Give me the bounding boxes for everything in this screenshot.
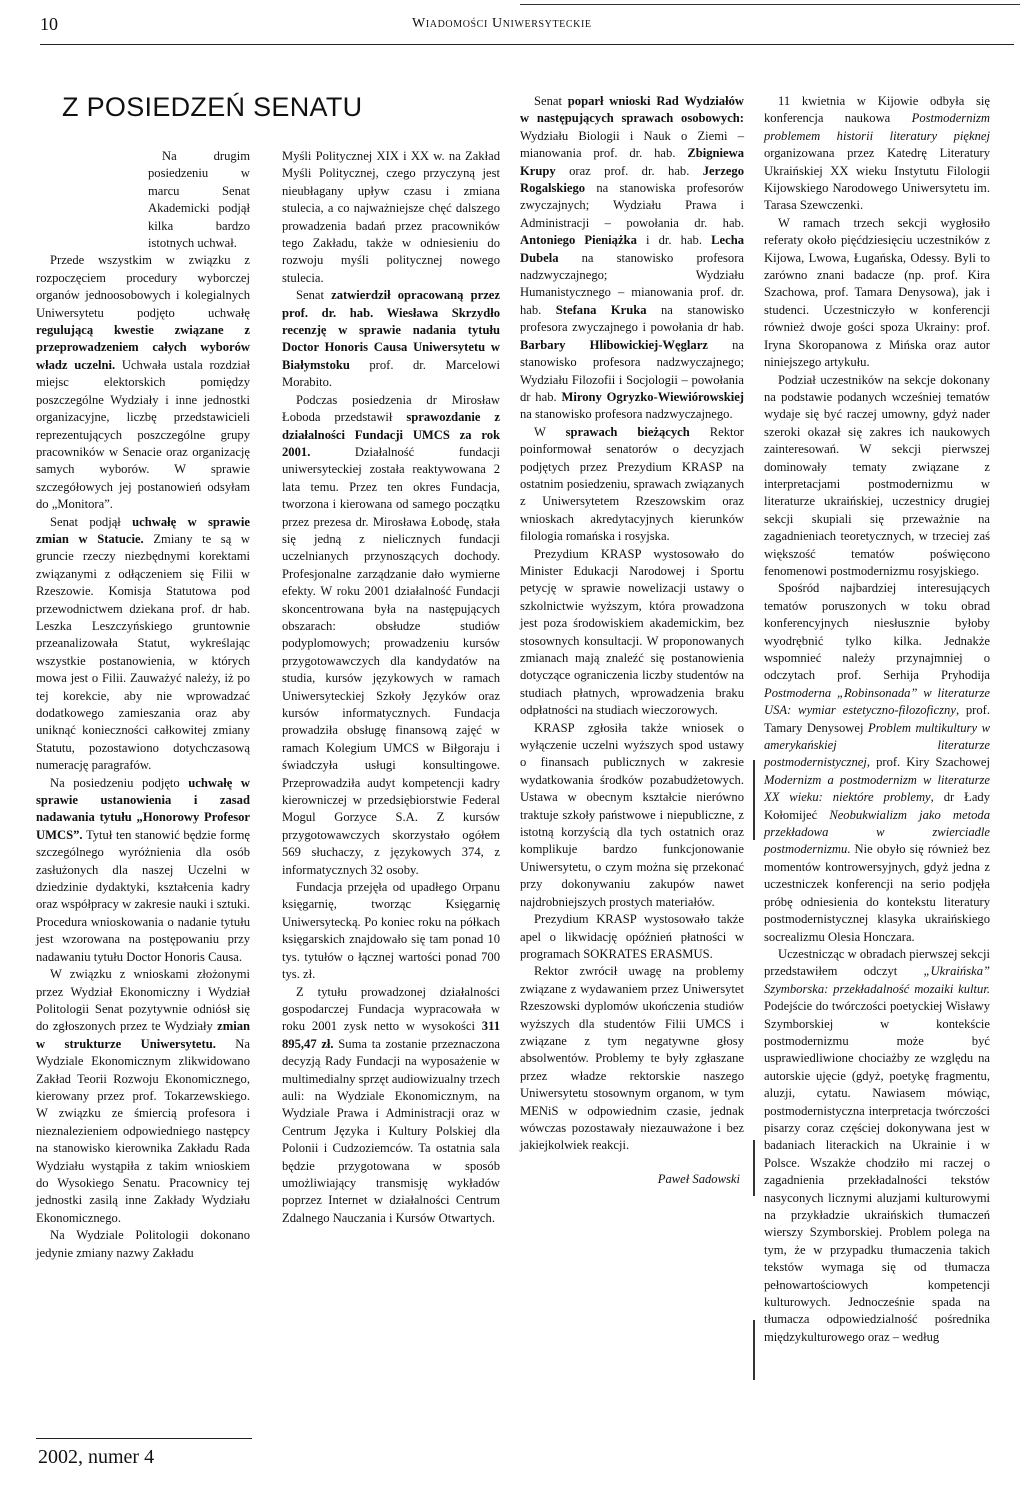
text: Prezydium KRASP wystosowało także apel o likwidację opóźnień płatności w programach SOKRATES ERASMUS. [520,912,744,961]
text: Myśli Politycznej XIX i XX w. na Zakład Myśli Politycznej, czego przyczyną jest nieubłagany upływ czasu i zmiana stulecia, a co najważniejsze chęć dalszego prowadzenia badań przez pracowników tego Zakładu, także w odniesieniu do rozwoju myśli politycznej nowego stulecia. [282,149,500,285]
text: Przede wszystkim w związku z rozpoczęciem procedury wyborczej organów jednoosobowych i kolegialnych Uniwersytetu podjęto uchwałę [36,253,250,320]
bold-text: poparł wnioski Rad Wydziałów w następujących sprawach osobowych: [520,94,744,126]
paragraph [282,984,500,1228]
column-1 [36,148,250,1262]
text: Suma ta zostanie przeznaczona decyzją Rady Fundacji na wyposażenie w multimedialny sprzęt audiowizualny trzech auli: na Wydziale Ekonomicznym, na Wydziale Prawa i Administracji oraz w Centrum Języka i Kultury Polskiej dla Polonii i Cudzoziemców. Ta ostatnia sala będzie przygotowana w sposób umożliwiający transmisję wykładów poprzez Internet w działalności Centrum Zdalnego Nauczania i Kursów Otwartych. [282,1036,500,1225]
paragraph [282,392,500,879]
italic-title: Postmoderna „Robinsonada” w literaturze USA: wymiar estetyczno-filozoficzny [764,685,990,718]
paragraph [520,911,744,963]
paragraph [764,215,990,372]
bold-text: regulującą kwestie związane z przeprowadzeniem całych wyborów władz uczelni. [36,323,250,372]
text: Senat podjął [50,514,133,529]
bold-text: 311 895,47 zł. [282,1019,500,1051]
text: na stanowisko profesora nadzwyczajnego. [520,407,733,422]
column-4 [764,93,990,1346]
text: Uczestnicząc w obradach pierwszej sekcji przedstawiłem odczyt [764,946,990,979]
text: prof. dr. Marcelowi Morabito. [282,357,500,390]
paragraph [520,546,744,720]
paragraph [282,879,500,983]
text: Uchwała ustala rozdział miejsc elektorskich pomiędzy poszczególne Wydziały i inne jednostki organizacyjne, liczbę przedstawicieli reprezentujących poszczególne grupy pracowników w Senacie oraz organizację samych wyborów. W sprawie szczegółowych jej postanowień odsyłam do „Monitora”. [36,357,250,512]
text: W związku z wnioskami złożonymi przez Wydział Ekonomiczny i Wydział Politologii Senat pozytywnie odniósł się do zgłoszonych przez te Wydziały [36,967,250,1034]
text: Działalność fundacji uniwersyteckiej została reaktywowana 2 lata temu. Przez ten okres Fundacja, tworzona i kierowana od samego początku przez prezesa dr. Mirosława Łobodę, stała się jedną z nielicznych fundacji uczelnianych przynoszących dochody. Profesjonalne zarządzanie dało wymierne efekty. W roku 2001 działalność Fundacji skoncentrowana była na następujących obszarach: obsłudze studiów podyplomowych; prowadzeniu kursów przygotowawczych dla kandydatów na studia, kursów językowych w ramach Uniwersyteckiej Szkoły Języków oraz kursów informatycznych. Fundacja prowadziła obsługę finansową zajęć w ramach Kolegium UMCS w Biłgoraju i świadczyła usługi konsultingowe. Przeprowadziła audyt kompetencji kadry kierowniczej w przedsiębiorstwie Federal Mogul Gorzyce S.A. Z kursów przygotowawczych skorzystało ogółem 569 słuchaczy, z językowych 374, z informatycznych 32 osoby. [282,444,500,877]
margin-bar [753,760,755,840]
text: Wydziału Biologii i Nauk o Ziemi – mianowania prof. dr. hab. [520,128,744,161]
paragraph [764,93,990,215]
bold-text: Jerzego Rogalskiego [520,163,744,196]
text: na stanowisko profesora nadzwyczajnego; Wydziału Filozofii i Socjologii – powołania dr hab. [520,337,744,404]
text: W ramach trzech sekcji wygłosiło referaty około pięćdziesięciu uczestników z Kijowa, Lwowa, Ługańska, Odessy. Byli to zarówno znani badacze (np. prof. Kira Szachowa, prof. Tamara Denysowa), jak i studenci. Uczestniczyło w konferencji również dwoje gości spoza Ukrainy: prof. Iryna Skoropanowa z Mińska oraz autor niniejszego artykułu. [764,215,990,370]
bold-text: uchwałę w sprawie ustanowienia i zasad nadawania tytułu „Honorowy Profesor UMCS”. [36,775,250,842]
bold-text: recenzję w sprawie nadania tytułu Doctor Honoris Causa Uniwersytetu w Białymstoku [282,323,500,372]
text: . Nie obyło się również bez momentów kontrowersyjnych, gdyż jedna z uczestniczek konferencji na serio podjęła próbę odniesienia do kontekstu literatury postmodernistycznej klasyka ukraińskiego socrealizmu Olesia Honczara. [764,842,990,944]
text: Rektor zwrócił uwagę na problemy związane z wydawaniem przez Uniwersytet Rzeszowski dyplomów ukończenia studiów wyższych dla studentów Filii UMCS i związane z tym negatywne głosy absolwentów. Problemy te były zgłaszane przez władze rektorskie naszego Uniwersytetu stosownym organom, w tym MENiS w odpowiednim czasie, jednak wówczas pozostawały niezauważone i bez jakiejkolwiek reakcji. [520,964,744,1153]
italic-title: Modernizm a postmodernizm w literaturze XX wieku: niektóre problemy [764,772,990,805]
text: Senat [296,288,332,303]
bold-text: zmian w strukturze Uniwersytetu. [36,1019,250,1051]
text: Senat [534,94,568,108]
bold-text: Lecha Dubela [520,233,744,265]
text: na stanowisko profesora nadzwyczajnego; Wydziału Humanistycznego – mianowania prof. dr. hab. [520,250,744,317]
paragraph [282,148,500,287]
paragraph [36,1227,250,1262]
text: Podejście do twórczości poetyckiej Wisławy Szymborskiej w kontekście postmodernizmu może być usprawiedliwione chociażby ze względu na autorskie ujęcie (gdyż, poetykę fragmentu, aluzji, cytatu. Nawiasem mówiąc, postmodernistyczna interpretacja twórczości pisarzy coraz częściej dokonywana jest w badaniach literackich na Ukrainie i w Polsce. Wszakże chodziło mi raczej o zagadnienia przekładalności tekstów nasyconych licznymi aluzjami kulturowymi na przykładzie ukraińskich tłumaczeń wierszy Szymborskiej. Problem polega na tym, że w przypadku tłumaczenia takich tekstów wymaga się od tłumacza pełnowartościowych kompetencji kulturowych. Jednocześnie spada na tłumacza odpowiedzialność pośrednika międzykulturowego oraz – według [764,999,990,1344]
paragraph [520,93,744,424]
text: Prezydium KRASP wystosowało do Minister Edukacji Narodowej i Sportu petycję w sprawie nowelizacji ustawy o szkolnictwie wyższym, która prowadzona jest poza środowiskiem akademickim, bez stosownych konsultacji. W proponowanych zmianach mają znaleźć się postanowienia dotyczące ograniczenia liczby studentów na studiach płatnych, wprowadzenia braku odpłatności na studiach wieczorowych. [520,546,744,718]
text: , prof. Tamary Denysowej [764,703,990,735]
text: na stanowisko profesora zwyczajnego i powołania dr hab. [520,302,745,335]
text: Podział uczestników na sekcje dokonany na podstawie podanych wcześniej tematów wydaje się być raczej umowny, gdyż nader szeroki okazał się zakres ich naukowych zainteresowań. W sekcji pierwszej dominowały tematy związane z interpretacjami postmodernizmu w literaturze ukraińskiej, uczestnicy drugiej sekcji skupiali się przeważnie na zagadnieniach teoretycznych, w trzeciej zaś większość tematów poświęcono fenomenowi postmodernizmu rosyjskiego. [764,372,990,578]
bold-text: Stefana Kruka [555,302,647,317]
text: Na Wydziale Politologii dokonano jedynie zmiany nazwy Zakładu [36,1228,250,1260]
italic-title: „Ukraińska” Szymborska: przekładalność mozaiki kultur. [764,964,990,996]
margin-bar [753,1140,755,1196]
text: Na Wydziale Ekonomicznym zlikwidowano Zakład Teorii Rozwoju Ekonomicznego, kierowany przez prof. Tokarzewskiego. W związku ze śmiercią profesora i nieznalezieniem odpowiedniego następcy na stanowisko kierownika Zakładu Rada Wydziału wystąpiła z takim wnioskiem do Wysokiego Senatu. Pracownicy tej jednostki zasilą inne Zakłady Wydziału Ekonomicznego. [36,1036,250,1225]
paragraph [36,775,250,966]
text: Spośród najbardziej interesujących tematów poruszonych w toku obrad konferencyjnych niesłusznie byłoby wyodrębnić tylko kilka. Jednakże wspomnieć należy przynajmniej o odczytach prof. Serhija Pryhodija [764,581,990,683]
paragraph [520,720,744,911]
footer-rule [36,1438,252,1439]
paragraph [764,580,990,946]
paragraph [764,372,990,581]
header-rule [40,44,1014,45]
text: Na drugim posiedzeniu w marcu Senat Akademicki podjął kilka bardzo istotnych uchwał. [148,149,250,251]
column-2 [282,148,500,1227]
paragraph [282,287,500,391]
page-number: 10 [40,14,58,34]
text: oraz prof. dr. hab. [555,163,703,178]
top-edge-rule [520,4,1020,5]
bold-text: Barbary Hlibowickiej-Węglarz [520,337,708,352]
text: Na posiedzeniu podjęto [50,775,189,790]
text: Rektor poinformował senatorów o decyzjach podjętych przez Prezydium KRASP na ostatnim posiedzeniu, sprawach związanych z Uniwersytetem Rzeszowskim oraz wnioskach akredytacyjnych kierunków filologia romańska i rosyjska. [520,424,744,544]
text: , dr Łady Kołomijeć [764,790,991,822]
text: KRASP zgłosiła także wniosek o wyłączenie uczelni wyższych spod ustawy o finansach publicznych w zakresie wydatkowania środków pozabudżetowych. Ustawa w obecnym kształcie nierówno traktuje szkoły państwowe i niepubliczne, z istotną korzyścią dla tych ostatnich oraz komplikuje bardzo funkcjonowanie Uniwersytetu, o czym można się przekonać przy dokonywaniu zakupów nawet najdrobniejszych prostych materiałów. [520,720,744,909]
text: , prof. Kiry Szachowej [866,755,990,770]
text: na stanowiska profesorów zwyczajnych; Wydziału Prawa i Administracji – powołania dr. hab. [520,181,744,230]
text: Tytuł ten stanowić będzie formę szczególnego wyróżnienia dla osób zasłużonych dla naszej Uczelni w dziedzinie dydaktyki, kształcenia kadry oraz współpracy w zakresie nauki i sztuki. Procedura wnioskowania o nadanie tytułu jest wzorowana na postępowaniu przy nadawaniu tytułu Doctor Honoris Causa. [36,827,250,964]
paragraph [764,946,990,1346]
paragraph [36,966,250,1227]
bold-text: zatwierdził opracowaną przez prof. dr. hab. Wiesława Skrzydło [282,288,500,320]
italic-title: Neobukwializm jako metoda przekładowa w zwierciadle postmodernizmu [764,807,991,857]
column-3 [520,93,744,1188]
bold-text: uchwałę w sprawie zmian w Statucie. [36,514,250,546]
paragraph [520,424,744,546]
text: Fundacja przejęła od upadłego Orpanu księgarnię, tworząc Księgarnię Uniwersytecką. Po koniec roku na półkach księgarskich znajdowało się tam ponad 10 tys. tytułów o łącznej wartości ponad 700 tys. zł. [282,880,500,982]
paragraph [36,514,250,775]
text: Podczas posiedzenia dr Mirosław Łoboda przedstawił [282,392,500,425]
article-headline: Z POSIEDZEŃ SENATU [62,92,363,122]
bold-text: sprawach bieżących [565,424,690,439]
paragraph [520,963,744,1154]
text: i dr. hab. [636,233,712,248]
bold-text: Mirony Ogryzko-Wiewiórowskiej [561,389,744,404]
italic-title: Problem multikultury w amerykańskiej literaturze postmodernistycznej [764,720,990,770]
text: Zmiany te są w gruncie rzeczy niezbędnymi korektami związanymi z odłączeniem się Filii w Rzeszowie. Komisja Statutowa pod przewodnictwem dziekana prof. dr hab. Leszka Leszczyńskiego gruntownie przeanalizowała Statut, wykreślając wszystkie postanowienia, w których mowa jest o Filii. Zauważyć należy, iż po tej korekcie, aby nie wprowadzać dodatkowego zamieszania oraz aby uniknąć konieczności całkowitej zmiany Statutu, pozostawiono dotychczasową numerację paragrafów. [36,531,250,773]
text: 11 kwietnia w Kijowie odbyła się konferencja naukowa [764,94,990,126]
text: organizowana przez Katedrę Literatury Ukraińskiej XX wieku Instytutu Filologii Kijowskiego Narodowego Uniwersytetu im. Tarasa Szewczenki. [764,146,990,213]
margin-bar [753,1320,755,1380]
author-signature: Paweł Sadowski [657,1171,740,1186]
text: Z tytułu prowadzonej działalności gospodarczej Fundacja wypracowała w roku 2001 zysk netto w wysokości [282,984,500,1034]
bold-text: sprawozdanie z działalności Fundacji UMCS za rok 2001. [282,410,500,459]
italic-title: Postmodernizm problemem historii literatury pięknej [764,111,990,143]
paragraph [36,252,250,513]
bold-text: Antoniego Pieniążka [520,233,637,248]
running-title: Wiadomości Uniwersyteckie [412,16,592,31]
bold-text: Zbigniewa Krupy [520,146,744,178]
issue-footer: 2002, numer 4 [38,1446,155,1468]
paragraph [148,148,250,252]
text: W [534,424,566,439]
